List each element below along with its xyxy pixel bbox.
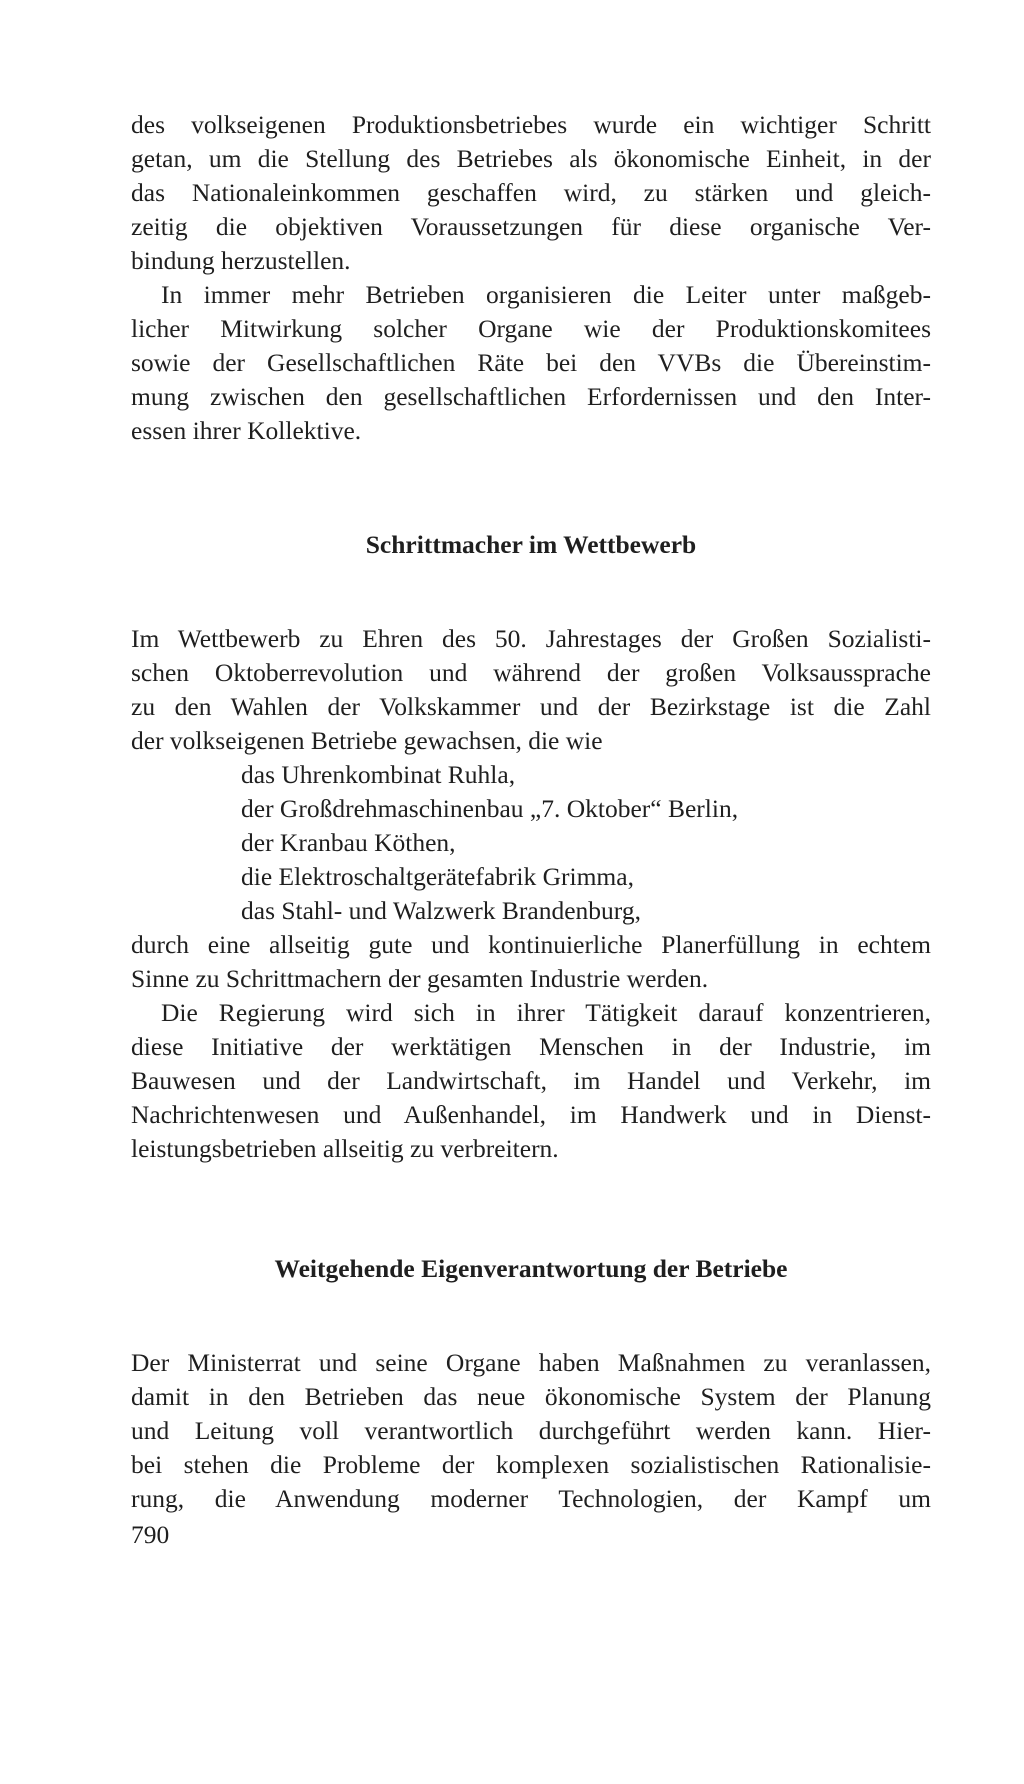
list-item: der Großdrehmaschinenbau „7. Oktober“ Berlin,	[241, 794, 739, 823]
text-line: bei stehen die Probleme der komplexen sozialistischen Rationalisie-	[131, 1450, 931, 1479]
text-line: In immer mehr Betrieben organisieren die Leiter unter maßgeb-	[161, 280, 931, 309]
text-line: mung zwischen den gesellschaftlichen Erfordernissen und den Inter-	[131, 382, 931, 411]
text-line: Nachrichtenwesen und Außenhandel, im Handwerk und in Dienst-	[131, 1100, 931, 1129]
paragraph-2	[131, 278, 931, 448]
list-item: das Uhrenkombinat Ruhla,	[241, 760, 516, 789]
section-heading-eigenverantwortung: Weitgehende Eigenverantwortung der Betriebe	[274, 1254, 788, 1283]
text-line: Sinne zu Schrittmachern der gesamten Industrie werden.	[131, 964, 709, 993]
text-line: des volkseigenen Produktionsbetriebes wurde ein wichtiger Schritt	[131, 110, 931, 139]
section-heading-schrittmacher: Schrittmacher im Wettbewerb	[365, 530, 697, 559]
paragraph-3-continued	[131, 928, 931, 996]
text-line: sowie der Gesellschaftlichen Räte bei den VVBs die Übereinstim-	[131, 348, 931, 377]
list-item: die Elektroschaltgerätefabrik Grimma,	[241, 862, 634, 891]
paragraph-1	[131, 108, 931, 278]
text-line: bindung herzustellen.	[131, 246, 351, 275]
text-line: der volkseigenen Betriebe gewachsen, die wie	[131, 726, 603, 755]
enterprise-list	[131, 758, 931, 928]
text-line: Im Wettbewerb zu Ehren des 50. Jahrestages der Großen Sozialisti-	[131, 624, 931, 653]
paragraph-3	[131, 622, 931, 758]
list-item: das Stahl- und Walzwerk Brandenburg,	[241, 896, 641, 925]
paragraph-5	[131, 1346, 931, 1516]
text-line: licher Mitwirkung solcher Organe wie der Produktionskomitees	[131, 314, 931, 343]
text-line: getan, um die Stellung des Betriebes als ökonomische Einheit, in der	[131, 144, 931, 173]
text-line: das Nationaleinkommen geschaffen wird, zu stärken und gleich-	[131, 178, 931, 207]
text-line: Bauwesen und der Landwirtschaft, im Handel und Verkehr, im	[131, 1066, 931, 1095]
text-line: damit in den Betrieben das neue ökonomische System der Planung	[131, 1382, 931, 1411]
text-line: Die Regierung wird sich in ihrer Tätigkeit darauf konzentrieren,	[161, 998, 931, 1027]
text-line: zeitig die objektiven Voraussetzungen für diese organische Ver-	[131, 212, 931, 241]
text-line: Der Ministerrat und seine Organe haben Maßnahmen zu veranlassen,	[131, 1348, 931, 1377]
list-item: der Kranbau Köthen,	[241, 828, 456, 857]
page-number: 790	[131, 1520, 170, 1549]
text-line: zu den Wahlen der Volkskammer und der Bezirkstage ist die Zahl	[131, 692, 931, 721]
text-line: schen Oktoberrevolution und während der großen Volksaussprache	[131, 658, 931, 687]
text-line: und Leitung voll verantwortlich durchgeführt werden kann. Hier-	[131, 1416, 931, 1445]
text-line: rung, die Anwendung moderner Technologien, der Kampf um	[131, 1484, 931, 1513]
text-line: durch eine allseitig gute und kontinuierliche Planerfüllung in echtem	[131, 930, 931, 959]
text-line: diese Initiative der werktätigen Menschen in der Industrie, im	[131, 1032, 931, 1061]
paragraph-4	[131, 996, 931, 1166]
text-line: leistungsbetrieben allseitig zu verbreitern.	[131, 1134, 559, 1163]
page-body	[131, 108, 931, 1516]
text-line: essen ihrer Kollektive.	[131, 416, 362, 445]
